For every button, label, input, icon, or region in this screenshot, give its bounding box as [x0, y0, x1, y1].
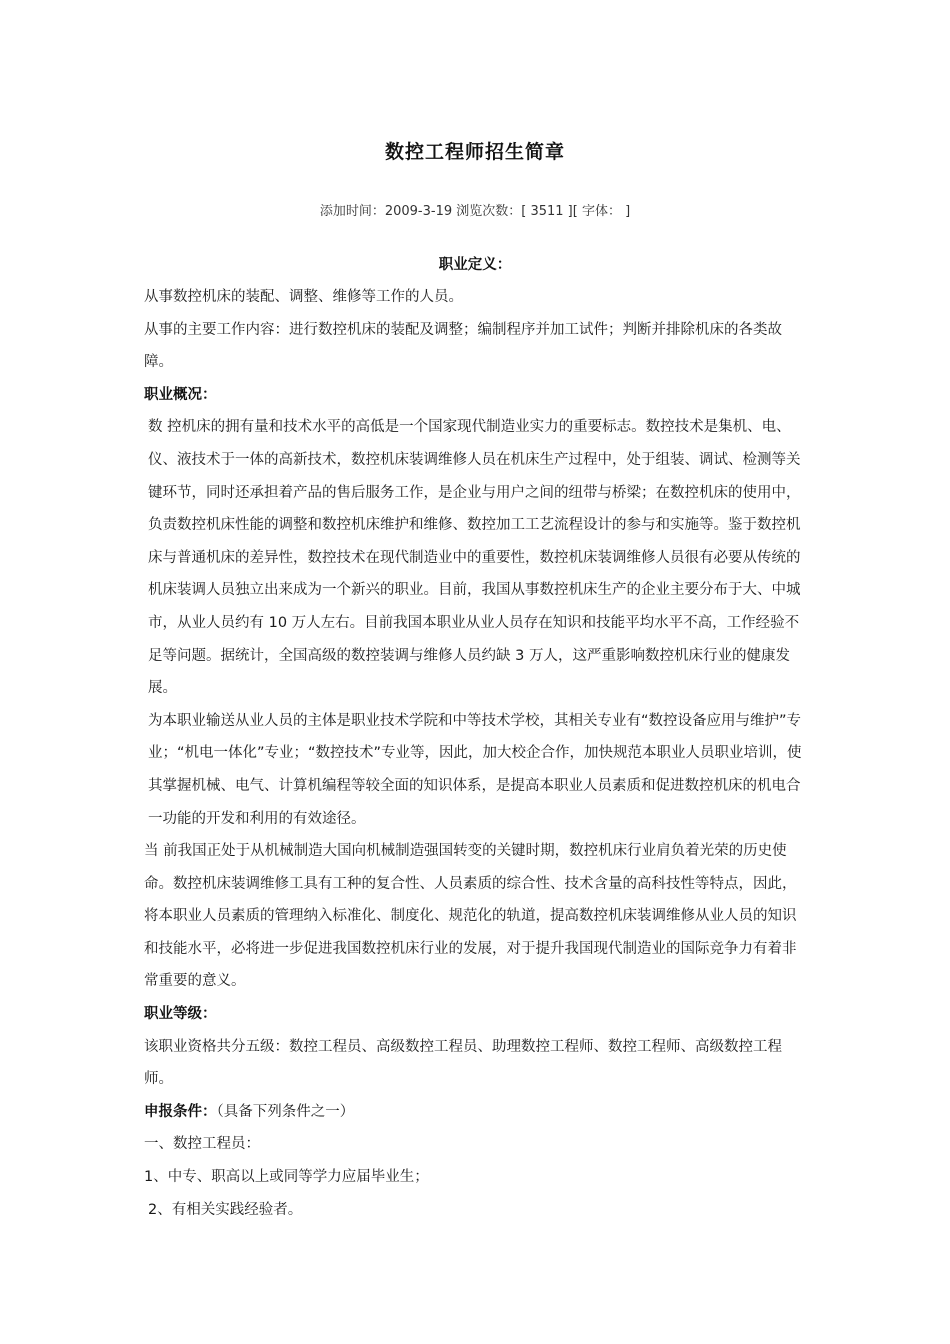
apply-note: （具备下列条件之一）	[216, 1103, 355, 1120]
overview-paragraph-1: 数 控机床的拥有量和技术水平的高低是一个国家现代制造业实力的重要标志。数控技术是集机、电、仪、液技术于一体的高新技术，数控机床装调维修人员在机床生产过程中，处于组装、调试、检测等关键环节，同时还承担着产品的售后服务工作，是企业与用户之间的纽带与桥梁；在数控机床的使用中，负责数控机床性能的调整和数控机床维护和维修、数控加工工艺流程设计的参与和实施等。鉴于数控机床与普通机床的差异性，数控技术在现代制造业中的重要性，数控机床装调维修人员很有必要从传统的机床装调人员独立出来成为一个新兴的职业。目前，我国从事数控机床生产的企业主要分布于大、中城市，从业人员约有 10 万人左右。目前我国本职业从业人员存在知识和技能平均水平不高，工作经验不足等问题。据统计，全国高级的数控装调与维修人员约缺 3 万人，这严重影响数控机床行业的健康发展。	[148, 419, 801, 697]
level-paragraph: 该职业资格共分五级：数控工程员、高级数控工程员、助理数控工程师、数控工程师、高级数控工程师。	[144, 1038, 782, 1088]
overview-paragraph-2: 为本职业输送从业人员的主体是职业技术学院和中等技术学校，其相关专业有“数控设备应用与维护”专业；“机电一体化”专业；“数控技术”专业等，因此，加大校企合作，加快规范本职业人员职业培训，使其掌握机械、电气、计算机编程等较全面的知识体系，是提高本职业人员素质和促进数控机床的机电合一功能的开发和利用的有效途径。	[148, 712, 802, 827]
overview-paragraph-3: 当 前我国正处于从机械制造大国向机械制造强国转变的关键时期，数控机床行业肩负着光荣的历史使命。数控机床装调维修工具有工种的复合性、人员素质的综合性、技术含量的高科技性等特点，因此，将本职业人员素质的管理纳入标准化、制度化、规范化的轨道，提高数控机床装调维修从业人员的知识和技能水平，必将进一步促进我国数控机床行业的发展，对于提升我国现代制造业的国际竞争力有着非常重要的意义。	[144, 843, 797, 990]
document-meta: 添加时间：2009-3-19 浏览次数：[ 3511 ][ 字体： ]	[319, 204, 631, 219]
definition-paragraph-2: 从事的主要工作内容：进行数控机床的装配及调整；编制程序并加工试件；判断并排除机床的各类故障。	[144, 321, 782, 371]
apply-heading: 申报条件：	[144, 1103, 217, 1120]
apply-item-title: 一、数控工程员：	[144, 1136, 260, 1153]
overview-heading: 职业概况：	[144, 386, 217, 403]
level-heading: 职业等级：	[144, 1006, 217, 1023]
definition-heading: 职业定义：	[438, 257, 512, 273]
apply-item-1: 1、中专、职高以上或同等学力应届毕业生；	[144, 1169, 429, 1186]
document-title: 数控工程师招生简章	[384, 141, 565, 163]
definition-paragraph-1: 从事数控机床的装配、调整、维修等工作的人员。	[144, 289, 463, 305]
document-body	[144, 281, 806, 1226]
apply-item-2: 2、有相关实践经验者。	[148, 1201, 303, 1218]
apply-line	[144, 1096, 806, 1129]
